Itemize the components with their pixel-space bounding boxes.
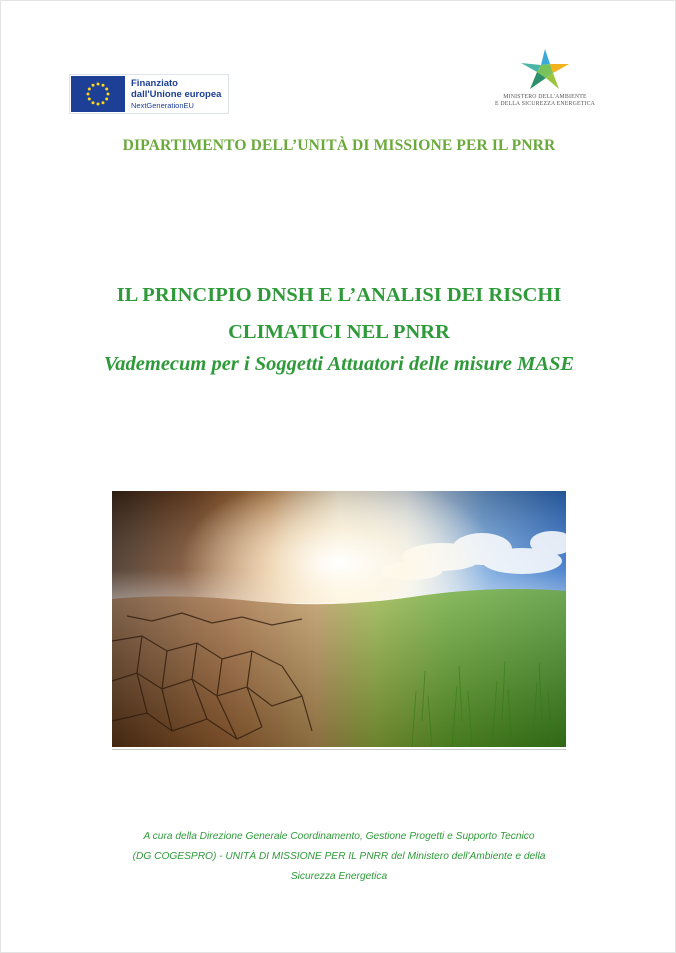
document-title xyxy=(1,277,676,351)
department-heading: DIPARTIMENTO DELL’UNITÀ DI MISSIONE PER IL PNRR xyxy=(122,137,556,154)
image-underline xyxy=(112,749,566,750)
ministry-logo-line2: E DELLA SICUREZZA ENERGETICA xyxy=(494,101,596,107)
eu-logo-line1: Finanziato xyxy=(131,77,178,89)
title-line2: CLIMATICI NEL PNRR xyxy=(228,321,450,343)
eu-logo-text xyxy=(126,75,221,113)
credits-text xyxy=(81,827,597,887)
drought-to-green-field-image xyxy=(112,491,566,747)
eu-logo-line2: dall'Unione europea xyxy=(131,88,222,100)
title-line1: IL PRINCIPIO DNSH E L’ANALISI DEI RISCHI xyxy=(116,284,562,306)
mase-star-icon xyxy=(519,47,571,91)
credits-line2: (DG COGESPRO) - UNITÀ DI MISSIONE PER IL PNRR del Ministero dell'Ambiente e della xyxy=(132,851,546,862)
ministry-logo xyxy=(479,47,611,117)
ministry-logo-text xyxy=(479,94,611,108)
eu-funding-logo xyxy=(69,74,229,114)
eu-logo-line3: NextGenerationEU xyxy=(131,100,194,110)
credits-line1: A cura della Direzione Generale Coordinamento, Gestione Progetti e Supporto Tecnico xyxy=(143,831,535,842)
eu-flag-icon xyxy=(71,76,125,112)
credits-line3: Sicurezza Energetica xyxy=(290,871,388,882)
ministry-logo-line1: MINISTERO DELL'AMBIENTE xyxy=(503,94,587,100)
document-subtitle: Vademecum per i Soggetti Attuatori delle misure MASE xyxy=(103,353,575,375)
